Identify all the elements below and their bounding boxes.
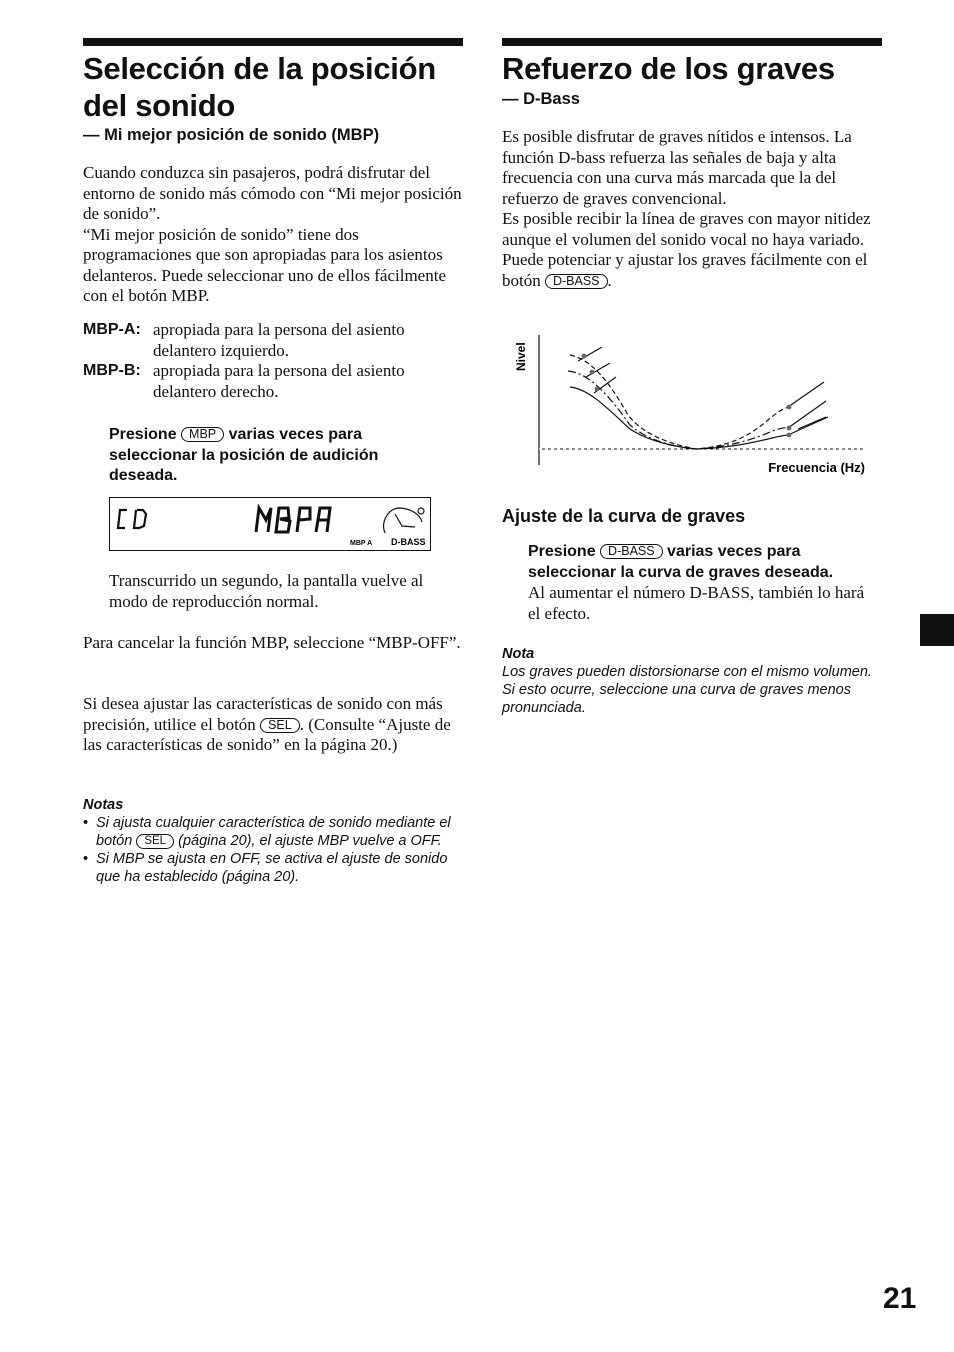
note-item xyxy=(83,850,453,886)
note-text: Los graves pueden distorsionarse con el mismo volumen. Si esto ocurre, seleccione una curva de graves menos pronunciada. xyxy=(502,664,872,716)
page-number: 21 xyxy=(883,1282,917,1315)
dbass-p1: Es posible disfrutar de graves nítidos e intensos. La función D-bass refuerza las señales de baja y alta frecuencia con una curva más marcada que la del refuerzo de graves convencional. xyxy=(502,127,852,208)
note-item xyxy=(83,814,453,850)
adjust-post: . (Consulte “Ajuste de las características de sonido” en la página 20.) xyxy=(83,714,451,754)
lcd-display xyxy=(109,497,431,551)
dbass-paragraph xyxy=(502,127,882,291)
title-rule-right xyxy=(502,38,882,46)
diagram-xlabel: Frecuencia (Hz) xyxy=(768,460,865,475)
instruction-post: varias veces para seleccionar la posición de audición deseada. xyxy=(109,426,379,484)
definition-row xyxy=(83,361,463,402)
lcd-badge: D-BASS xyxy=(391,537,426,547)
intro-paragraph xyxy=(83,163,463,307)
note-text: Si ajusta cualquier característica de sonido mediante el botón xyxy=(96,815,451,849)
adjust-text xyxy=(83,694,463,756)
notes-left xyxy=(83,796,453,886)
dbass-p2 xyxy=(502,209,882,291)
sel-button-note[interactable]: SEL xyxy=(136,834,174,849)
section-heading: Ajuste de la curva de graves xyxy=(502,506,746,526)
lcd-source-glyph xyxy=(118,510,146,528)
mbp-definitions xyxy=(83,320,463,402)
lcd-graphic xyxy=(110,498,430,550)
definition-row xyxy=(83,320,463,361)
dbass-button-step[interactable]: D-BASS xyxy=(600,544,663,559)
instruction-pre: Presione xyxy=(528,543,596,560)
intro-line-1: Cuando conduzca sin pasajeros, podrá disfrutar del entorno de sonido más cómodo con “Mi mejor posición de sonido”. xyxy=(83,163,462,223)
diagram-markers xyxy=(582,354,792,438)
definition-desc: apropiada para la persona del asiento delantero izquierdo. xyxy=(153,320,405,360)
section-tab xyxy=(920,614,954,646)
sel-button[interactable]: SEL xyxy=(260,718,300,733)
after-display-text: Transcurrido un segundo, la pantalla vuelve al modo de reproducción normal. xyxy=(109,571,424,611)
lcd-indicator: MBP A xyxy=(350,540,373,547)
subtitle-left: — Mi mejor posición de sonido (MBP) xyxy=(83,126,380,144)
dbass-p2-pre: Es posible recibir la línea de graves con mayor nitidez aunque el volumen del sonido vocal no haya variado. Puede potenciar y ajustar los graves fácilmente con el botón xyxy=(502,209,871,290)
instruction-post: varias veces para seleccionar la curva de graves deseada. xyxy=(528,543,834,581)
diagram-ylabel: Nivel xyxy=(514,342,528,371)
note-right xyxy=(502,645,874,717)
dbass-instruction xyxy=(528,542,878,583)
lcd-main-glyph xyxy=(256,508,330,532)
dbass-curve-diagram xyxy=(500,325,880,485)
page-title-left: Selección de la posición del sonido xyxy=(83,51,436,123)
instruction-pre: Presione xyxy=(109,426,177,443)
cancel-text: Para cancelar la función MBP, seleccione “MBP-OFF”. xyxy=(83,633,461,652)
subtitle-right: — D-Bass xyxy=(502,90,580,108)
adjust-pre: Si desea ajustar las características de sonido con más precisión, utilice el botón xyxy=(83,694,443,734)
mbp-instruction xyxy=(109,425,419,487)
dbass-p2-post: . xyxy=(607,270,612,290)
note-text: (página 20), el ajuste MBP vuelve a OFF. xyxy=(178,833,442,849)
title-rule-left xyxy=(83,38,463,46)
note-text: Si MBP se ajusta en OFF, se activa el ajuste de sonido que ha establecido (página 20). xyxy=(96,851,448,885)
definition-desc: apropiada para la persona del asiento delantero derecho. xyxy=(153,361,405,401)
notes-title: Notas xyxy=(83,797,124,813)
intro-line-2: “Mi mejor posición de sonido” tiene dos programaciones que son apropiadas para los asientos delanteros. Puede seleccionar uno de ellos fácilmente con el botón MBP. xyxy=(83,224,446,305)
mbp-button[interactable]: MBP xyxy=(181,427,224,442)
dbass-button[interactable]: D-BASS xyxy=(545,274,608,289)
definition-term: MBP-B: xyxy=(83,362,141,379)
dbass-step-desc: Al aumentar el número D-BASS, también lo hará el efecto. xyxy=(528,583,865,623)
definition-term: MBP-A: xyxy=(83,321,141,338)
dbass-meter-icon xyxy=(384,508,424,533)
page-title-right: Refuerzo de los graves xyxy=(502,51,835,86)
note-title: Nota xyxy=(502,646,535,662)
